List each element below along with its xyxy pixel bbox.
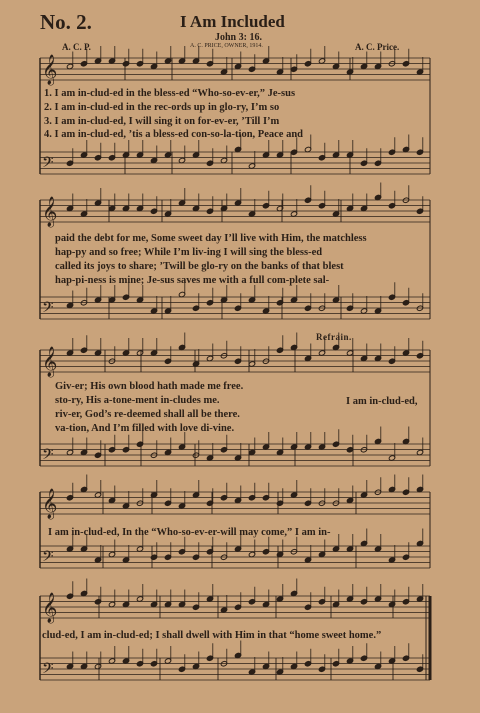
- treble-clef-icon: 𝄞: [42, 593, 58, 623]
- lyric-line-s3-v2: sto-ry, His a-tone-ment in-cludes me.: [55, 395, 220, 406]
- bass-clef-icon: 𝄢: [42, 548, 54, 569]
- lyric-line-s1-v1: 1. I am in-clud-ed in the bless-ed “Who-so-ev-er,” Je-sus: [44, 88, 296, 99]
- lyric-line-s2-v2: hap-py and so free; While I’m liv-ing I will sing the bless-ed: [55, 247, 323, 258]
- treble-clef-icon: 𝄞: [42, 489, 58, 519]
- lyric-line-s1-v4: 4. I am in-clud-ed, ’tis a bless-ed con-so-la-tion, Peace and: [44, 129, 303, 140]
- lyric-line-s1-v3: 3. I am in-clud-ed, I will sing it on for-ev-er, ’Till I’m: [44, 116, 280, 127]
- copyright-notice: A. C. PRICE, OWNER, 1914.: [190, 43, 263, 49]
- bass-clef-icon: 𝄢: [42, 299, 54, 320]
- lyric-line-s4: I am in-clud-ed, In the “Who-so-ev-er-will may come,” I am in-: [48, 527, 331, 538]
- refrain-label: Refrain.: [316, 332, 352, 342]
- treble-clef-icon: 𝄞: [42, 347, 58, 377]
- lyric-line-s2-v4: hap-pi-ness is mine; Je-sus saves me with a full com-plete sal-: [55, 275, 330, 286]
- bass-clef-icon: 𝄢: [42, 154, 54, 175]
- lyric-line-s2-v3: called its joys to share; ’Twill be glo-ry on the banks of that blest: [55, 261, 344, 272]
- lyric-line-s3-v3: riv-er, God’s re-deemed shall all be there.: [55, 409, 240, 420]
- scripture-reference: John 3: 16.: [215, 32, 262, 43]
- lyric-line-s3-v4: va-tion, And I’m filled with love di-vine.: [55, 423, 235, 434]
- lyric-line-s3-v1: Giv-er; His own blood hath made me free.: [55, 381, 244, 392]
- words-author: A. C. P.: [62, 42, 91, 52]
- treble-clef-icon: 𝄞: [42, 55, 58, 85]
- bass-clef-icon: 𝄢: [42, 660, 54, 681]
- hymn-number: No. 2.: [40, 10, 92, 34]
- music-composer: A. C. Price.: [355, 42, 400, 52]
- treble-clef-icon: 𝄞: [42, 197, 58, 227]
- bass-clef-icon: 𝄢: [42, 446, 54, 467]
- lyric-line-s1-v2: 2. I am in-clud-ed in the rec-ords up in glo-ry, I’m so: [44, 102, 280, 113]
- hymn-title: I Am Included: [180, 12, 285, 31]
- refrain-lyric-line: I am in-clud-ed,: [346, 396, 418, 407]
- lyric-line-s5: clud-ed, I am in-clud-ed; I shall dwell with Him in that “home sweet home.”: [42, 630, 382, 641]
- lyric-line-s2-v1: paid the debt for me, Some sweet day I’ll live with Him, the matchless: [55, 233, 367, 244]
